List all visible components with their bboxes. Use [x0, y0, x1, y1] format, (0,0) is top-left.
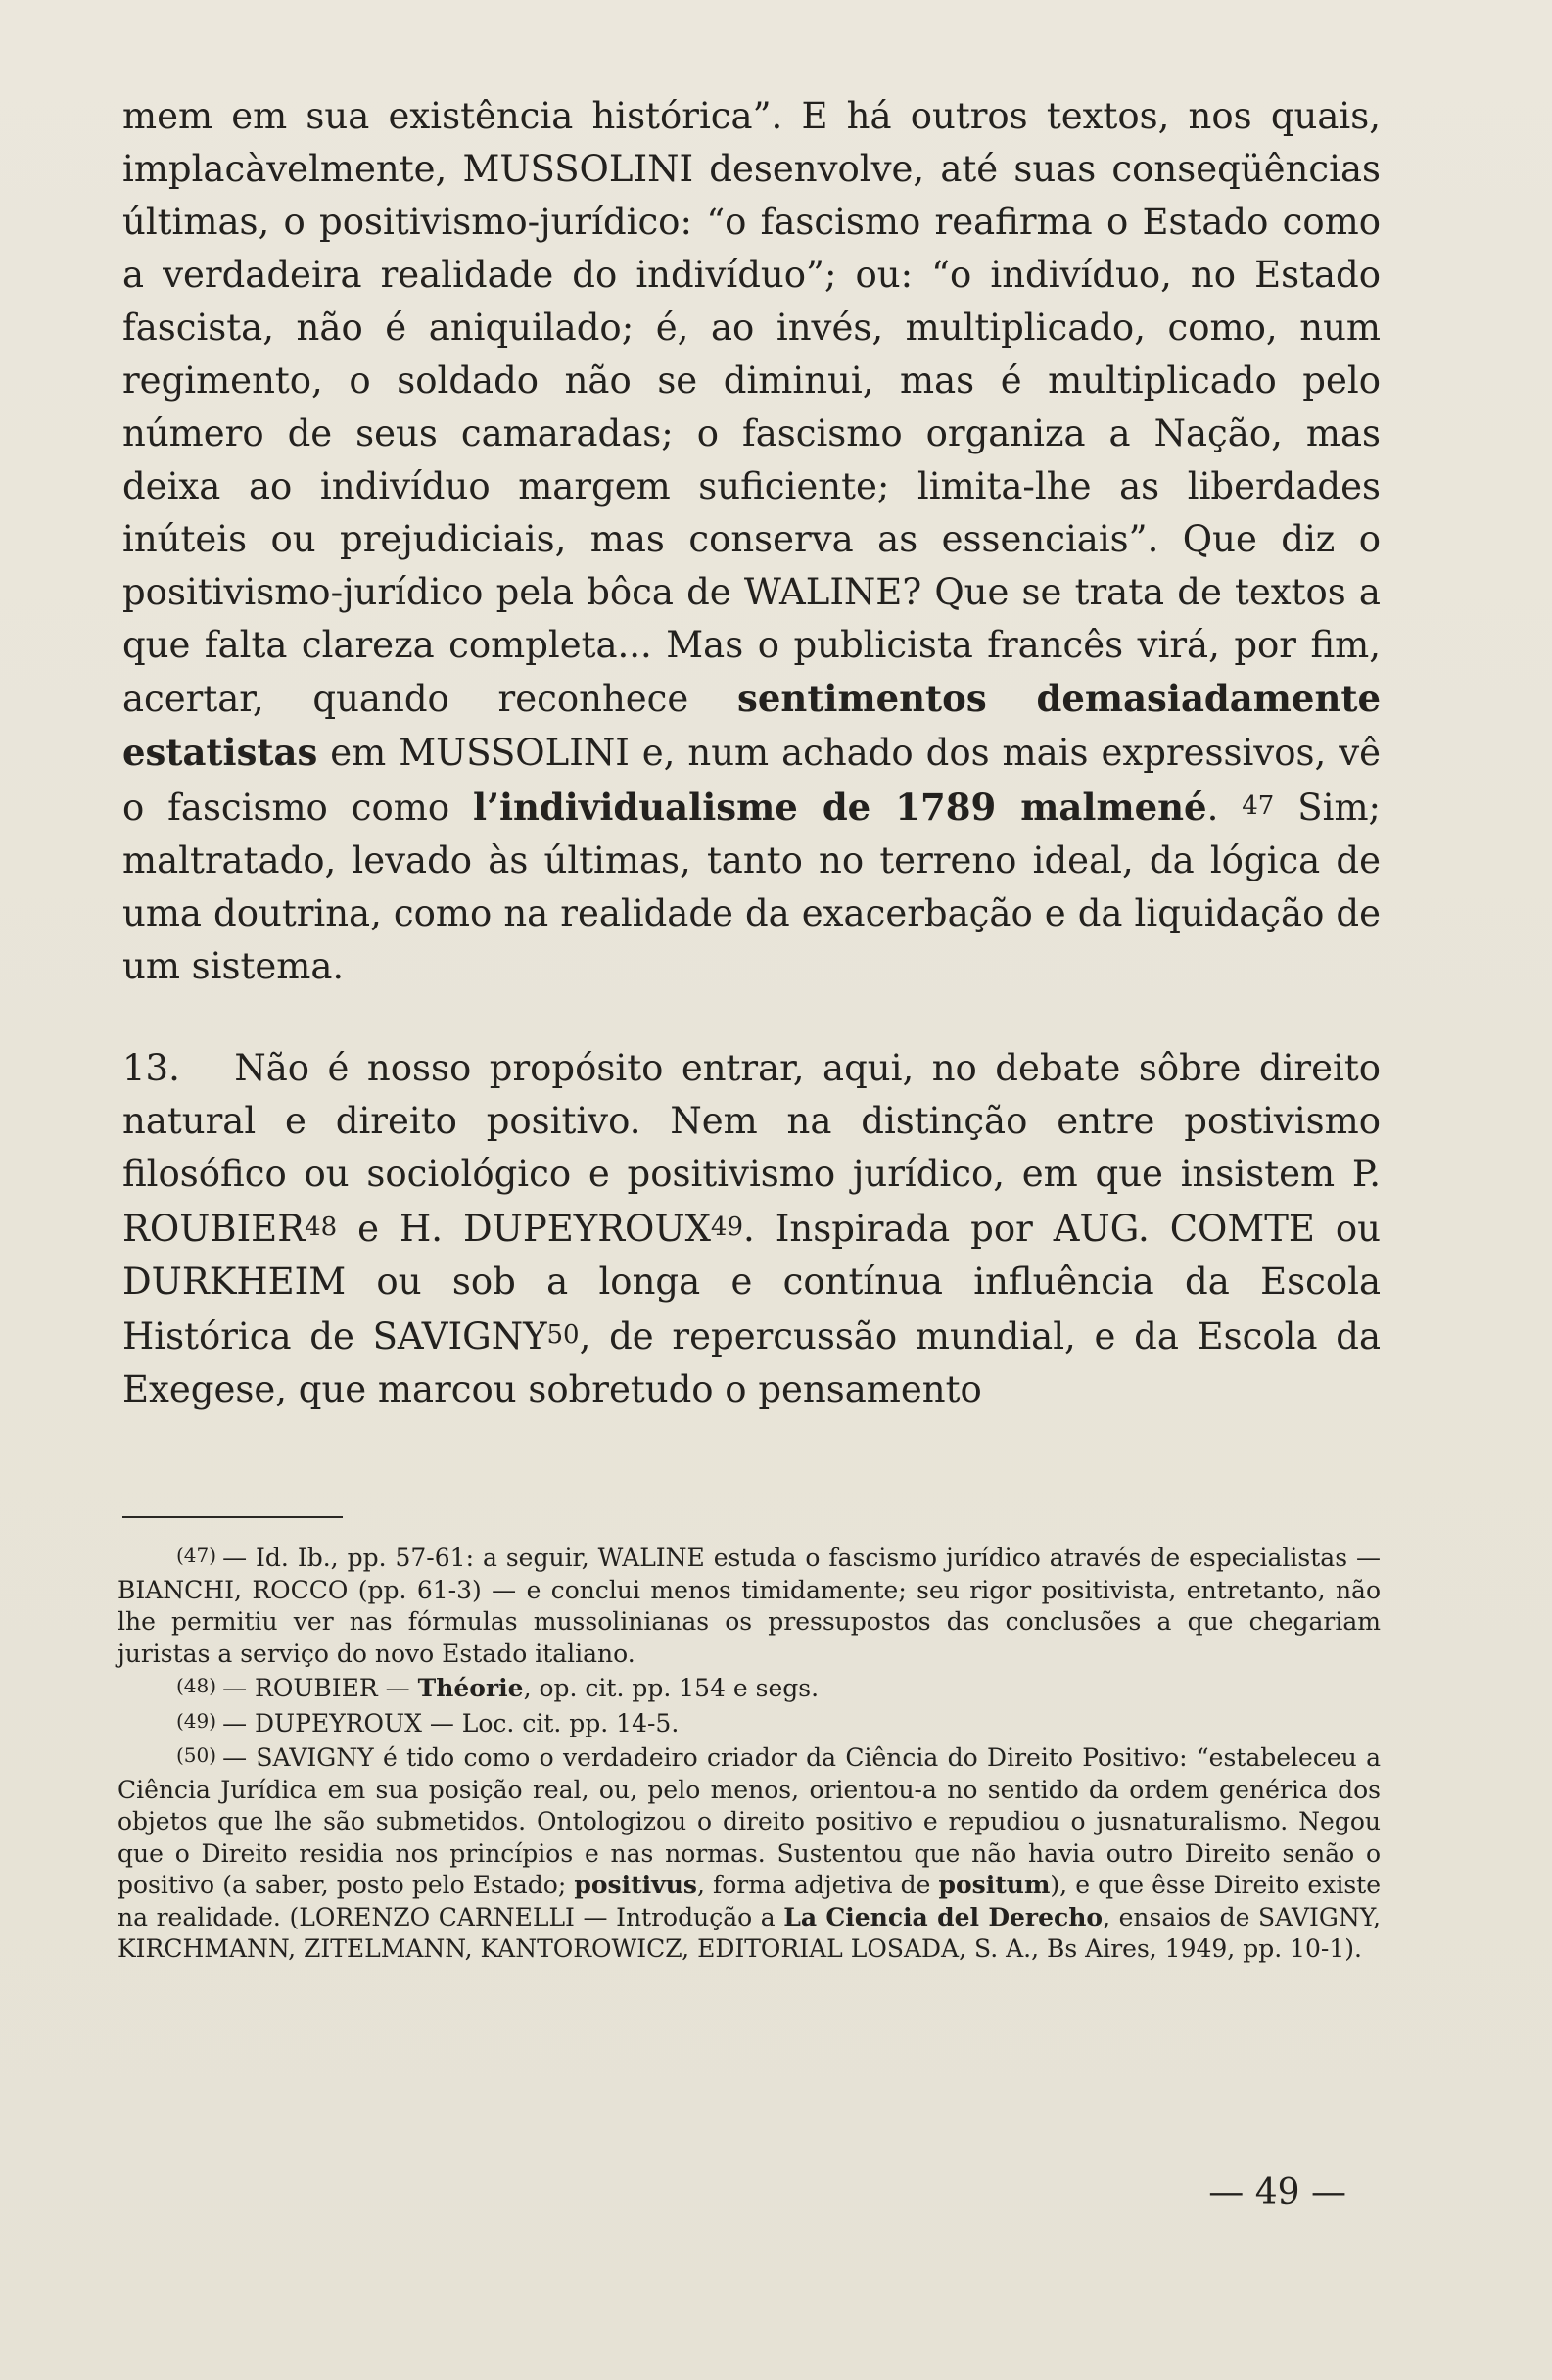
section-number: 13. [122, 1047, 180, 1089]
paragraph: mem em sua existência histórica”. E há outros textos, nos quais, implacàvelmente, MUSSOLINI desenvolve, até suas conseqüências últimas, o positivismo-jurídico: “o fascismo reafirma o Estado como a verdadeira realidade do indivíduo”; ou: “o indivíduo, no Estado fascista, não é aniquilado; é, ao invés, multiplicado, como, num regimento, o soldado não se diminui, mas é multiplicado pelo número de seus camaradas; o fascismo organiza a Nação, mas deixa ao indivíduo margem suficiente; limita-lhe as liberdades inúteis ou prejudiciais, mas conserva as essenciais”. Que diz o positivismo-jurídico pela bôca de WALINE? Que se trata de textos a que falta clareza completa... Mas o publicista francês virá, por fim, acertar, quando reconhece sentimentos demasiadamente estatistas em MUSSOLINI e, num achado dos mais expressivos, vê o fascismo como l’individualisme de 1789 malmené. $^{47}$ Sim; maltratado, levado às últimas, tanto no terreno ideal, da lógica de uma doutrina, como na realidade da exacerbação e da liquidação de um sistema. [122, 95, 1381, 987]
footnote-49: (49) — DUPEYROUX — Loc. cit. pp. 14-5. [176, 1708, 680, 1737]
footnotes [118, 1540, 1381, 1966]
footnote-divider [122, 1516, 343, 1518]
footnote-47: (47) — Id. Ib., pp. 57-61: a seguir, WALINE estuda o fascismo jurídico através de especialistas — BIANCHI, ROCCO (pp. 61-3) — e conclui menos timidamente; seu rigor positivista, entretanto, não lhe permitiu ver nas fórmulas mussolinianas os pressupostos das conclusões a que chegariam juristas a serviço do novo Estado italiano. [118, 1544, 1381, 1668]
paragraph-13: 13. Não é nosso propósito entrar, aqui, no debate sôbre direito natural e direito positivo. Nem na distinção entre postivismo filosófico ou sociológico e positivismo jurídico, em que insistem P. ROUBIER$^{48}$ e H. DUPEYROUX$^{49}$. Inspirada por AUG. COMTE ou DURKHEIM ou sob a longa e contínua influência da Escola Histórica de SAVIGNY$^{50}$, de repercussão mundial, e da Escola da Exegese, que marcou sobretudo o pensamento [122, 1047, 1382, 1410]
footnote-48: (48) — ROUBIER — Théorie, op. cit. pp. 154 e segs. [176, 1674, 820, 1702]
emphasis: sentimentos demasiadamente estatistas [122, 677, 1381, 774]
footnote-50: (50) — SAVIGNY é tido como o verdadeiro criador da Ciência do Direito Positivo: “estabeleceu a Ciência Jurídica em sua posição real, ou, pelo menos, orientou-a no sentido da ordem genérica dos objetos que lhe são submetidos. Ontologizou o direito positivo e repudiou o jusnaturalismo. Negou que o Direito residia nos princípios e nas normas. Sustentou que não havia outro Direito senão o positivo (a saber, posto pelo Estado; positivus, forma adjetiva de positum), e que êsse Direito existe na realidade. (LORENZO CARNELLI — Introdução a La Ciencia del Derecho, ensaios de SAVIGNY, KIRCHMANN, ZITELMANN, KANTOROWICZ, EDITORIAL LOSADA, S. A., Bs Aires, 1949, pp. 10-1). [118, 1743, 1381, 1963]
footnote-ref-49: 49 [710, 1213, 744, 1242]
footnote-ref-50: 50 [546, 1320, 580, 1350]
body-text [122, 90, 1381, 1416]
page-number: — 49 — [1208, 2172, 1346, 2213]
emphasis: l’individualisme de 1789 malmené [473, 785, 1207, 829]
footnote-ref-47: 47 [1242, 791, 1275, 821]
footnote-ref-48: 48 [305, 1213, 338, 1242]
